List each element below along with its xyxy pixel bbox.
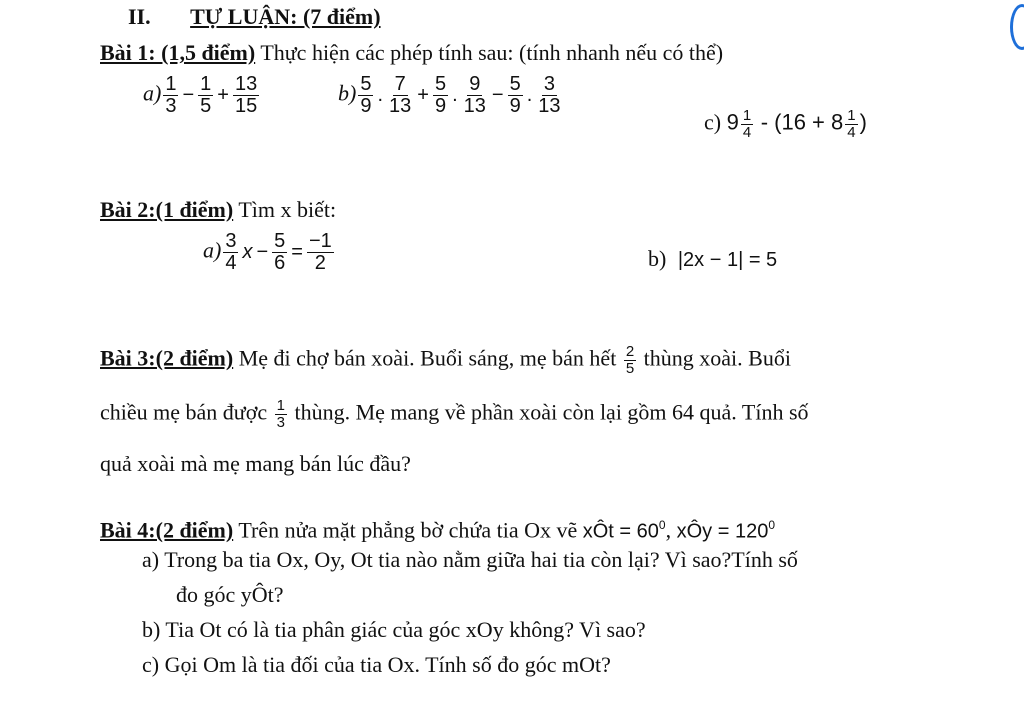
fraction: $\frac{3}{13}$ [538, 73, 561, 117]
page-edge-mark [1010, 4, 1024, 50]
fraction: $\frac{5}{9}$ [360, 73, 372, 117]
bai4-label: Bài 4:(2 điểm) [100, 517, 234, 543]
fraction: $\frac{1}{3}$ [165, 73, 177, 117]
fraction: $\frac{5}{9}$ [509, 73, 521, 117]
fraction: $\frac{-1}{2}$ [308, 230, 332, 274]
bai2-heading [100, 197, 336, 223]
bai2-a: a) $\frac{3}{4}$ x − $\frac{5}{6}$ = $\frac{-1}{2}$ [203, 230, 332, 274]
fraction: $\frac{1}{5}$ [200, 73, 212, 117]
bai4-b: b) Tia Ot có là tia phân giác của góc xOy không? Vì sao? [142, 617, 646, 642]
bai1-label: Bài 1: (1,5 điểm) [100, 40, 256, 65]
bai1-a: a) $\frac{1}{3}$ − $\frac{1}{5}$ + $\frac{13}{15}$ [143, 73, 258, 117]
fraction: $\frac{1}{4}$ [847, 107, 856, 141]
bai2-b-tag: b) [648, 246, 667, 271]
bai2-prompt: Tìm x biết: [238, 197, 337, 222]
bai1-c: c) 9 $\frac{1}{4}$ - (16 + 8 $\frac{1}{4}$ ) [704, 107, 867, 141]
section-numeral: II. [128, 4, 151, 29]
section-heading [128, 4, 381, 30]
fraction: $\frac{13}{15}$ [234, 73, 258, 117]
bai1-heading [100, 40, 723, 66]
fraction: $\frac{1}{4}$ [742, 107, 752, 141]
bai3-line2: chiều mẹ bán được $\frac{1}{3}$ thùng. Mẹ mang về phần xoài còn lại gồm 64 quả. Tính số [100, 397, 809, 431]
bai1-prompt: Thực hiện các phép tính sau: (tính nhanh nếu có thể) [260, 40, 724, 65]
bai4-a-line2: đo góc yÔt? [176, 582, 284, 607]
bai4-heading: Bài 4:(2 điểm) Trên nửa mặt phẳng bờ chứa tia Ox vẽ xÔt = $60^0$, xÔy = $120^0$ [100, 517, 775, 543]
bai1-b-tag: b) [338, 80, 357, 106]
bai4-c: c) Gọi Om là tia đối của tia Ox. Tính số đo góc mOt? [142, 652, 611, 677]
fraction: $\frac{7}{13}$ [389, 73, 412, 117]
bai1-b: b) $\frac{5}{9}$ . $\frac{7}{13}$ + $\frac{5}{9}$ . $\frac{9}{13}$ − $\frac{5}{9}$ . $\frac{3}{13}$ [338, 73, 561, 117]
bai2-a-tag: a) [203, 237, 222, 263]
bai2-b-expr: |2x − 1| = 5 [677, 249, 778, 271]
fraction: $\frac{1}{3}$ [276, 397, 285, 431]
bai1-a-tag: a) [143, 80, 162, 106]
fraction: $\frac{5}{9}$ [434, 73, 447, 117]
section-title: TỰ LUẬN: (7 điểm) [190, 4, 381, 29]
fraction: $\frac{9}{13}$ [463, 73, 486, 117]
bai3-line1: Bài 3:(2 điểm) Mẹ đi chợ bán xoài. Buổi sáng, mẹ bán hết $\frac{2}{5}$ thùng xoài. Buổi [100, 343, 791, 377]
bai1-c-tag: c) [704, 109, 722, 135]
bai3-line3: quả xoài mà mẹ mang bán lúc đầu? [100, 451, 411, 476]
bai4-prompt: Trên nửa mặt phẳng bờ chứa tia Ox vẽ [238, 517, 578, 543]
fraction: $\frac{2}{5}$ [625, 343, 635, 377]
fraction: $\frac{5}{6}$ [274, 230, 286, 274]
bai4-a-line1: a) Trong ba tia Ox, Oy, Ot tia nào nằm giữa hai tia còn lại? Vì sao?Tính số [142, 547, 798, 572]
bai2-b [648, 246, 777, 273]
bai2-label: Bài 2:(1 điểm) [100, 197, 234, 222]
fraction: $\frac{3}{4}$ [225, 230, 237, 274]
bai3-label: Bài 3:(2 điểm) [100, 345, 234, 371]
